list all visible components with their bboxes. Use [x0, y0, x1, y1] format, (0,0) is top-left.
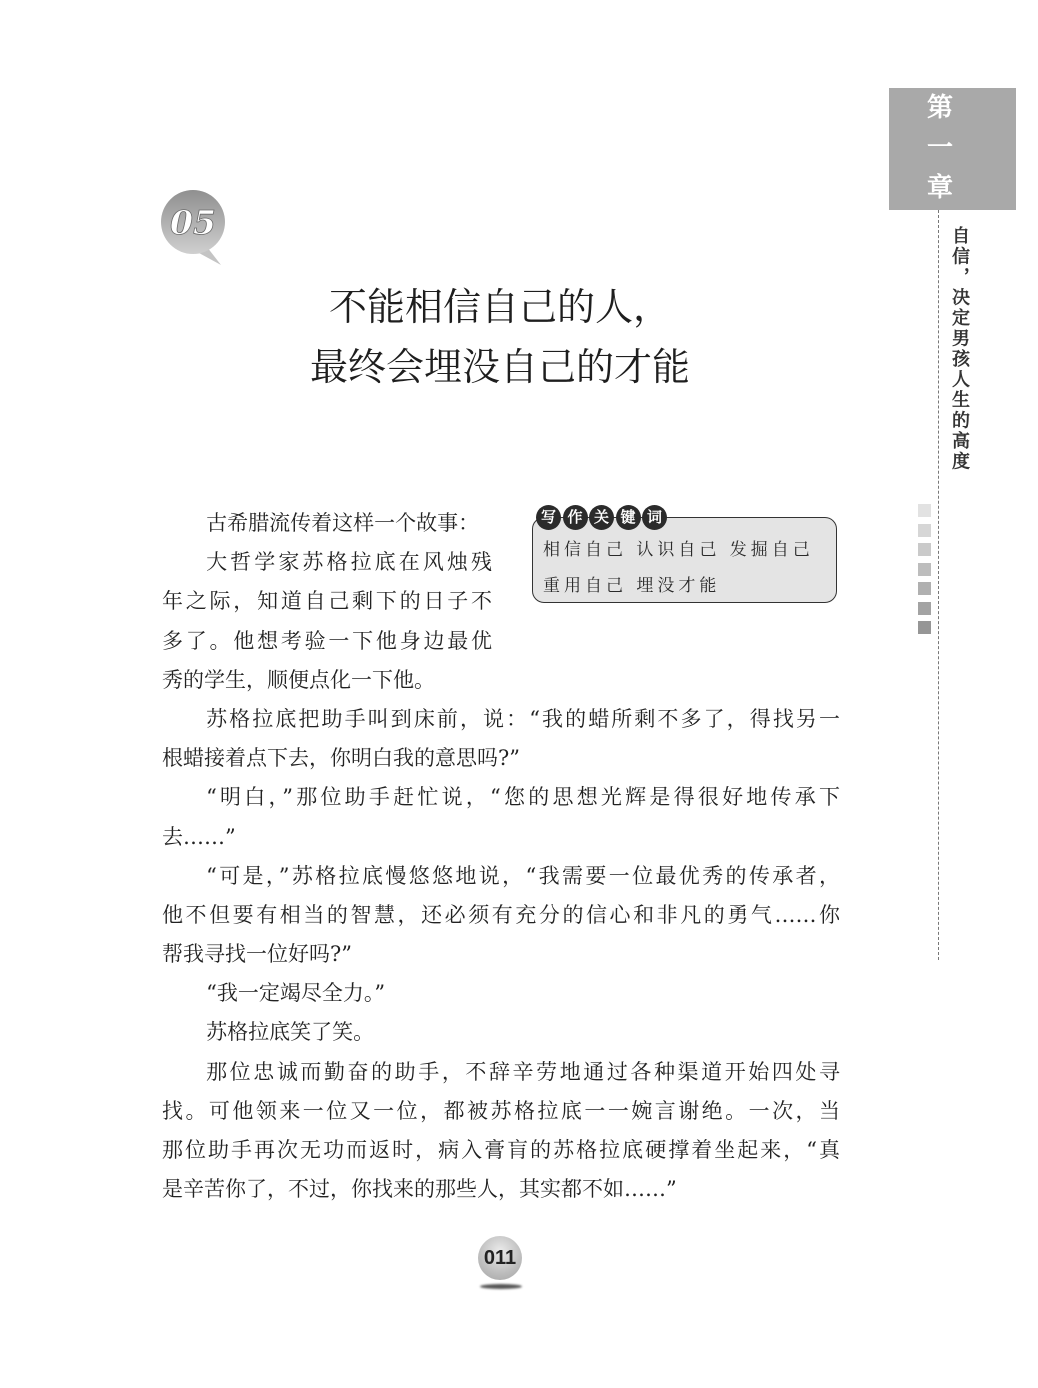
margin-dashed-line	[938, 210, 939, 960]
paragraph	[162, 504, 492, 543]
decorative-square	[918, 563, 931, 576]
text-line: 帮我寻找一位好吗?”	[162, 942, 352, 967]
section-number-badge	[155, 185, 235, 270]
text-line: 是辛苦你了，不过，你找来的那些人，其实都不如……”	[162, 1177, 677, 1202]
page-number-shadow	[480, 1284, 522, 1289]
main-column	[162, 700, 840, 1209]
paragraph	[162, 543, 492, 700]
intro-column	[162, 504, 492, 700]
keyword-title-char: 关	[589, 505, 614, 530]
body-text	[162, 504, 840, 1209]
section-title-line: 最终会埋没自己的才能	[309, 345, 690, 389]
paragraph	[162, 1053, 840, 1210]
paragraph	[162, 1013, 840, 1052]
text-line: 找。可他领来一位又一位，都被苏格拉底一一婉言谢绝。一次，当	[162, 1098, 840, 1123]
text-line: 去……”	[162, 824, 236, 849]
decorative-square	[918, 582, 931, 595]
chapter-tab-text	[920, 88, 960, 208]
keyword-title-char: 键	[616, 505, 641, 530]
text-line: “可是，”苏格拉底慢悠悠地说，“我需要一位最优秀的传承者，	[206, 863, 840, 888]
text-line: 多了。他想考验一下他身边最优	[162, 628, 492, 653]
chapter-tab-char: 第	[926, 93, 953, 123]
keyword-line: 相信自己 认识自己 发掘自己	[543, 540, 814, 560]
paragraph	[162, 857, 840, 975]
text-line: 他不但要有相当的智慧，还必须有充分的信心和非凡的勇气……你	[162, 902, 840, 927]
keyword-title-char: 写	[536, 505, 561, 530]
chapter-tab	[889, 88, 1016, 210]
keyword-title-char: 词	[642, 505, 667, 530]
keyword-title-char: 作	[563, 505, 588, 530]
section-number: 05	[170, 203, 216, 242]
chapter-tab-char: 一	[926, 133, 953, 163]
decorative-square	[918, 602, 931, 615]
decorative-square	[918, 504, 931, 517]
text-line: “我一定竭尽全力。”	[206, 981, 386, 1006]
text-line: 年之际，知道自己剩下的日子不	[162, 589, 492, 614]
text-line: 秀的学生，顺便点化一下他。	[162, 667, 435, 692]
paragraph	[162, 778, 840, 856]
decorative-square	[918, 621, 931, 634]
chapter-tab-char: 章	[926, 173, 953, 203]
section-title	[250, 277, 750, 397]
text-line: 那位助手再次无功而返时，病入膏肓的苏格拉底硬撑着坐起来，“真	[162, 1138, 840, 1162]
text-line: 根蜡接着点下去，你明白我的意思吗?”	[162, 746, 520, 771]
text-line: 大哲学家苏格拉底在风烛残	[206, 550, 492, 575]
text-line: “明白，”那位助手赶忙说，“您的思想光辉是得很好地传承下	[206, 785, 840, 810]
paragraph	[162, 974, 840, 1013]
section-title-line: 不能相信自己的人，	[328, 285, 671, 329]
page-number: 011	[478, 1236, 522, 1280]
paragraph	[162, 700, 840, 778]
text-line: 那位忠诚而勤奋的助手，不辞辛劳地通过各种渠道开始四处寻	[206, 1059, 840, 1084]
keyword-line: 重用自己 埋没才能	[543, 576, 721, 596]
decorative-square	[918, 543, 931, 556]
decorative-squares	[918, 504, 931, 641]
chapter-subtitle: 自信，决定男孩人生的高度	[949, 226, 970, 472]
text-line: 古希腊流传着这样一个故事：	[206, 511, 480, 535]
text-line: 苏格拉底把助手叫到床前，说：“我的蜡所剩不多了，得找另一	[206, 706, 840, 731]
text-line: 苏格拉底笑了笑。	[206, 1020, 375, 1045]
decorative-square	[918, 524, 931, 537]
